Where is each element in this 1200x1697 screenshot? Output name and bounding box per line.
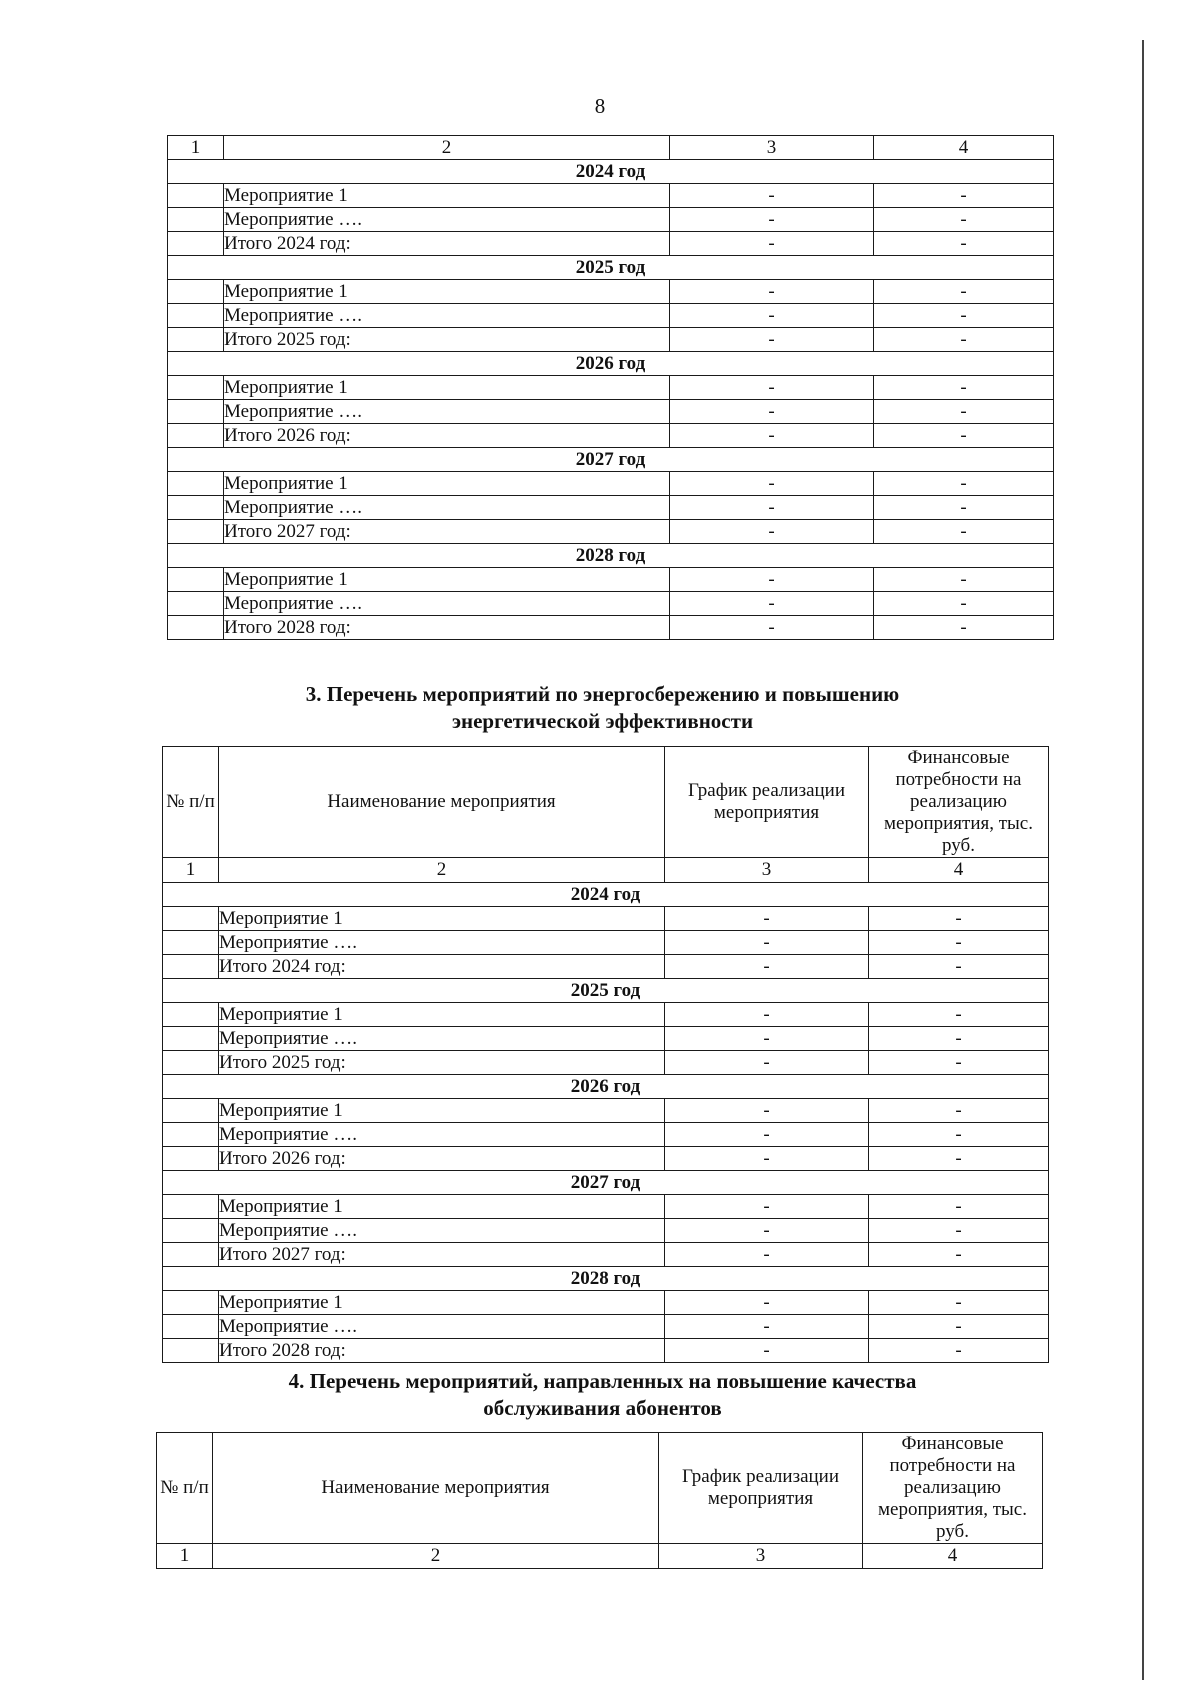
section-3-table <box>162 746 1048 1363</box>
row-number-cell <box>168 280 224 304</box>
event-name: Мероприятие …. <box>224 304 670 328</box>
event-schedule: - <box>670 184 874 208</box>
total-row <box>168 616 1054 640</box>
year-heading: 2028 год <box>168 544 1054 568</box>
event-finance: - <box>874 592 1054 616</box>
section-4-table <box>156 1432 1042 1569</box>
header-row <box>157 1433 1043 1544</box>
total-row <box>163 1147 1049 1171</box>
column-number: 2 <box>219 858 665 883</box>
event-finance: - <box>874 184 1054 208</box>
total-label: Итого 2028 год: <box>219 1339 665 1363</box>
total-label: Итого 2024 год: <box>224 232 670 256</box>
event-name: Мероприятие …. <box>219 1219 665 1243</box>
total-schedule: - <box>665 1051 869 1075</box>
row-number-cell <box>163 1051 219 1075</box>
section-3-title <box>150 681 1055 735</box>
event-name: Мероприятие 1 <box>224 280 670 304</box>
event-finance: - <box>869 1123 1049 1147</box>
event-name: Мероприятие 1 <box>219 1003 665 1027</box>
event-schedule: - <box>670 496 874 520</box>
event-schedule: - <box>665 1099 869 1123</box>
header-name: Наименование мероприятия <box>213 1433 659 1544</box>
year-row <box>163 1171 1049 1195</box>
total-row <box>168 328 1054 352</box>
event-schedule: - <box>670 472 874 496</box>
total-label: Итого 2026 год: <box>224 424 670 448</box>
column-number: 2 <box>224 136 670 160</box>
total-schedule: - <box>670 328 874 352</box>
table-row <box>163 1195 1049 1219</box>
event-name: Мероприятие 1 <box>219 1291 665 1315</box>
table-row <box>168 280 1054 304</box>
event-schedule: - <box>665 931 869 955</box>
year-heading: 2027 год <box>163 1171 1049 1195</box>
row-number-cell <box>163 955 219 979</box>
event-schedule: - <box>670 568 874 592</box>
column-number: 1 <box>157 1544 213 1569</box>
total-row <box>168 424 1054 448</box>
total-label: Итого 2024 год: <box>219 955 665 979</box>
table-row <box>168 472 1054 496</box>
table-row <box>168 592 1054 616</box>
year-row <box>168 544 1054 568</box>
section-3-title-line1: 3. Перечень мероприятий по энергосбережению и повышению <box>305 682 900 706</box>
event-name: Мероприятие 1 <box>219 1195 665 1219</box>
column-number: 2 <box>213 1544 659 1569</box>
total-schedule: - <box>665 1243 869 1267</box>
table-row <box>163 1099 1049 1123</box>
event-finance: - <box>874 400 1054 424</box>
event-schedule: - <box>670 304 874 328</box>
column-number: 4 <box>863 1544 1043 1569</box>
event-name: Мероприятие 1 <box>224 472 670 496</box>
event-finance: - <box>869 1099 1049 1123</box>
section-4-title-line2: обслуживания абонентов <box>483 1396 722 1420</box>
year-heading: 2026 год <box>163 1075 1049 1099</box>
event-name: Мероприятие 1 <box>224 376 670 400</box>
column-number-row <box>168 136 1054 160</box>
table-row <box>163 931 1049 955</box>
row-number-cell <box>163 1219 219 1243</box>
section-4-table-header <box>156 1432 1043 1569</box>
year-row <box>163 1267 1049 1291</box>
event-name: Мероприятие 1 <box>224 568 670 592</box>
row-number-cell <box>168 304 224 328</box>
event-finance: - <box>869 1195 1049 1219</box>
row-number-cell <box>168 232 224 256</box>
total-schedule: - <box>670 520 874 544</box>
event-schedule: - <box>670 400 874 424</box>
row-number-cell <box>168 496 224 520</box>
header-num: № п/п <box>163 747 219 858</box>
total-finance: - <box>874 520 1054 544</box>
total-label: Итого 2028 год: <box>224 616 670 640</box>
event-name: Мероприятие …. <box>219 1123 665 1147</box>
total-finance: - <box>869 1051 1049 1075</box>
table-row <box>168 496 1054 520</box>
event-schedule: - <box>670 376 874 400</box>
event-schedule: - <box>665 1003 869 1027</box>
total-row <box>168 520 1054 544</box>
total-finance: - <box>869 1243 1049 1267</box>
event-finance: - <box>869 1315 1049 1339</box>
total-label: Итого 2025 год: <box>224 328 670 352</box>
total-row <box>168 232 1054 256</box>
row-number-cell <box>168 616 224 640</box>
total-schedule: - <box>665 1339 869 1363</box>
event-schedule: - <box>670 592 874 616</box>
header-row <box>163 747 1049 858</box>
column-number: 4 <box>874 136 1054 160</box>
table-row <box>168 376 1054 400</box>
total-row <box>163 1339 1049 1363</box>
table-row <box>163 1291 1049 1315</box>
section-3-table-body <box>162 882 1049 1363</box>
year-heading: 2025 год <box>168 256 1054 280</box>
table-row <box>168 304 1054 328</box>
page-number: 8 <box>594 94 606 118</box>
year-row <box>168 160 1054 184</box>
table-row <box>168 208 1054 232</box>
row-number-cell <box>163 1339 219 1363</box>
row-number-cell <box>163 1195 219 1219</box>
column-number: 1 <box>168 136 224 160</box>
header-finance: Финансовые потребности на реализацию мероприятия, тыс. руб. <box>869 747 1049 858</box>
event-name: Мероприятие …. <box>219 931 665 955</box>
event-finance: - <box>869 931 1049 955</box>
total-schedule: - <box>665 955 869 979</box>
total-finance: - <box>874 328 1054 352</box>
total-label: Итого 2027 год: <box>219 1243 665 1267</box>
event-name: Мероприятие …. <box>219 1027 665 1051</box>
event-finance: - <box>874 568 1054 592</box>
table-row <box>163 1027 1049 1051</box>
column-number-row <box>157 1544 1043 1569</box>
year-row <box>168 448 1054 472</box>
row-number-cell <box>168 592 224 616</box>
row-number-cell <box>168 328 224 352</box>
total-row <box>163 1051 1049 1075</box>
year-heading: 2024 год <box>168 160 1054 184</box>
row-number-cell <box>163 1243 219 1267</box>
event-schedule: - <box>665 907 869 931</box>
year-row <box>168 352 1054 376</box>
year-row <box>168 256 1054 280</box>
event-name: Мероприятие …. <box>224 592 670 616</box>
event-schedule: - <box>665 1123 869 1147</box>
event-schedule: - <box>665 1195 869 1219</box>
row-number-cell <box>163 907 219 931</box>
row-number-cell <box>168 208 224 232</box>
section-3-title-line2: энергетической эффективности <box>451 709 754 733</box>
row-number-cell <box>163 1003 219 1027</box>
continued-table <box>167 135 1053 640</box>
year-heading: 2028 год <box>163 1267 1049 1291</box>
total-schedule: - <box>670 616 874 640</box>
column-number: 3 <box>659 1544 863 1569</box>
header-schedule: График реализации мероприятия <box>659 1433 863 1544</box>
event-schedule: - <box>665 1291 869 1315</box>
column-number: 3 <box>670 136 874 160</box>
event-finance: - <box>869 1027 1049 1051</box>
event-finance: - <box>869 1291 1049 1315</box>
event-schedule: - <box>665 1219 869 1243</box>
column-number: 4 <box>869 858 1049 883</box>
row-number-cell <box>168 520 224 544</box>
column-number-row <box>163 858 1049 883</box>
event-finance: - <box>869 1003 1049 1027</box>
total-row <box>163 955 1049 979</box>
row-number-cell <box>163 1147 219 1171</box>
total-finance: - <box>874 616 1054 640</box>
table-row <box>168 568 1054 592</box>
year-row <box>163 883 1049 907</box>
row-number-cell <box>168 472 224 496</box>
row-number-cell <box>163 1099 219 1123</box>
column-number: 1 <box>163 858 219 883</box>
year-row <box>163 1075 1049 1099</box>
page-edge-line <box>1142 40 1144 1680</box>
total-label: Итого 2027 год: <box>224 520 670 544</box>
total-label: Итого 2026 год: <box>219 1147 665 1171</box>
total-finance: - <box>874 424 1054 448</box>
table-row <box>163 1123 1049 1147</box>
section-3-table-header <box>162 746 1049 883</box>
header-finance: Финансовые потребности на реализацию мероприятия, тыс. руб. <box>863 1433 1043 1544</box>
event-finance: - <box>874 208 1054 232</box>
event-schedule: - <box>670 208 874 232</box>
event-finance: - <box>874 304 1054 328</box>
total-finance: - <box>869 1339 1049 1363</box>
event-name: Мероприятие 1 <box>219 907 665 931</box>
event-finance: - <box>874 496 1054 520</box>
row-number-cell <box>168 376 224 400</box>
year-heading: 2025 год <box>163 979 1049 1003</box>
year-heading: 2027 год <box>168 448 1054 472</box>
total-label: Итого 2025 год: <box>219 1051 665 1075</box>
total-finance: - <box>874 232 1054 256</box>
year-heading: 2026 год <box>168 352 1054 376</box>
table-row <box>163 1003 1049 1027</box>
table-row <box>163 907 1049 931</box>
event-name: Мероприятие 1 <box>224 184 670 208</box>
table-row <box>163 1219 1049 1243</box>
event-name: Мероприятие …. <box>224 400 670 424</box>
header-schedule: График реализации мероприятия <box>665 747 869 858</box>
event-name: Мероприятие 1 <box>219 1099 665 1123</box>
table-row <box>168 184 1054 208</box>
table-row <box>163 1315 1049 1339</box>
table-row <box>168 400 1054 424</box>
column-number: 3 <box>665 858 869 883</box>
event-schedule: - <box>665 1315 869 1339</box>
total-schedule: - <box>670 232 874 256</box>
row-number-cell <box>168 568 224 592</box>
total-schedule: - <box>665 1147 869 1171</box>
year-row <box>163 979 1049 1003</box>
header-name: Наименование мероприятия <box>219 747 665 858</box>
row-number-cell <box>163 1123 219 1147</box>
section-4-title-line1: 4. Перечень мероприятий, направленных на повышение качества <box>288 1369 917 1393</box>
event-finance: - <box>874 280 1054 304</box>
row-number-cell <box>163 1315 219 1339</box>
event-schedule: - <box>665 1027 869 1051</box>
event-finance: - <box>874 472 1054 496</box>
total-schedule: - <box>670 424 874 448</box>
event-name: Мероприятие …. <box>219 1315 665 1339</box>
row-number-cell <box>168 184 224 208</box>
event-finance: - <box>869 907 1049 931</box>
row-number-cell <box>168 400 224 424</box>
total-row <box>163 1243 1049 1267</box>
row-number-cell <box>163 1027 219 1051</box>
event-name: Мероприятие …. <box>224 208 670 232</box>
total-finance: - <box>869 955 1049 979</box>
event-name: Мероприятие …. <box>224 496 670 520</box>
header-num: № п/п <box>157 1433 213 1544</box>
section-4-title <box>150 1368 1055 1422</box>
row-number-cell <box>163 1291 219 1315</box>
continued-table-grid <box>167 135 1054 640</box>
row-number-cell <box>163 931 219 955</box>
row-number-cell <box>168 424 224 448</box>
total-finance: - <box>869 1147 1049 1171</box>
event-finance: - <box>874 376 1054 400</box>
event-finance: - <box>869 1219 1049 1243</box>
event-schedule: - <box>670 280 874 304</box>
year-heading: 2024 год <box>163 883 1049 907</box>
